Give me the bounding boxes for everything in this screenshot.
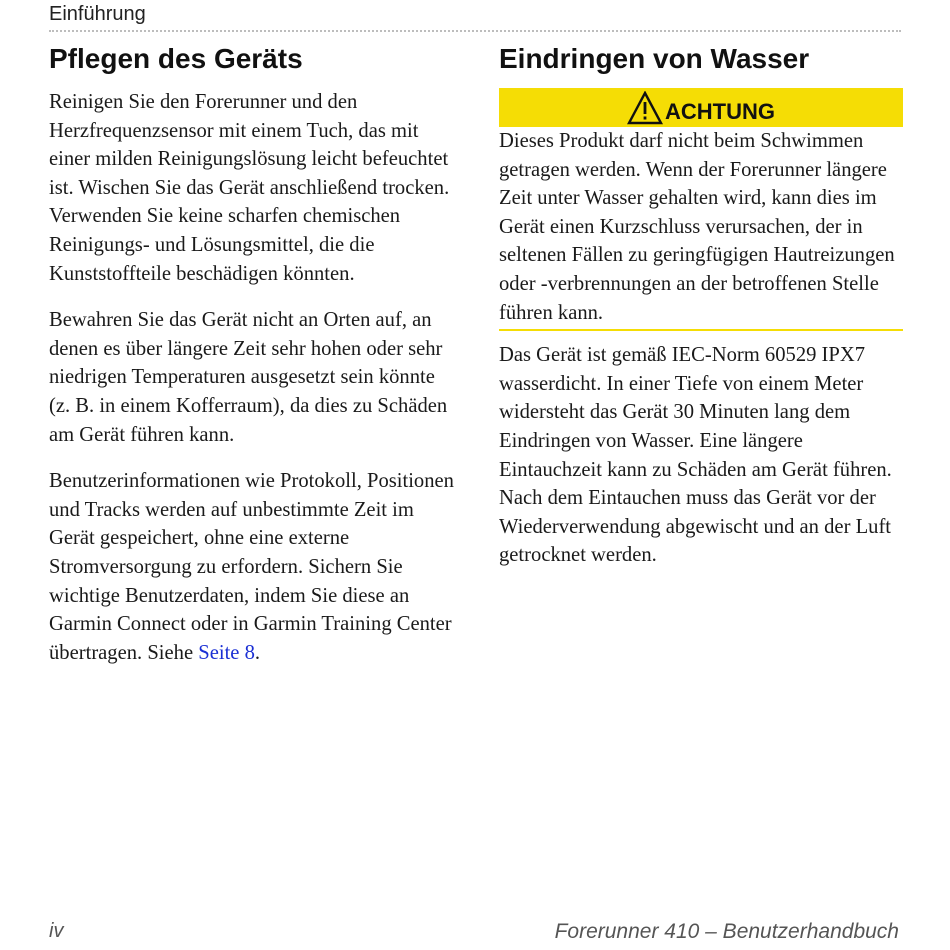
warning-text: Dieses Produkt darf nicht beim Schwimmen getragen werden. Wenn der Forerunner längere Zeit unter Wasser gehalten wird, kann dies im Gerät einen Kurzschluss verursachen, der in seltenen Fällen zu geringfügigen Hautreizungen oder -verbrennungen an der betroffenen Stelle führen kann. — [499, 130, 895, 324]
page-8-link[interactable]: Seite 8 — [198, 641, 255, 664]
warning-label: ACHTUNG — [665, 99, 775, 124]
section-label: Einführung — [49, 3, 146, 25]
water-heading: Eindringen von Wasser — [499, 43, 810, 74]
left-column — [49, 40, 459, 685]
warning-triangle-icon — [627, 91, 663, 125]
page-number: iv — [49, 920, 64, 942]
data-paragraph-text: Benutzerinformationen wie Protokoll, Positionen und Tracks werden auf unbestimmte Zeit im Gerät gespeichert, ohne eine externe Stromversorgung zu erfordern. Sichern Sie wichtige Benutzerdaten, indem Sie diese an Garmin Connect oder in Garmin Training Center übertragen. Siehe — [49, 470, 454, 664]
care-heading: Pflegen des Geräts — [49, 43, 303, 74]
care-paragraph-data — [49, 467, 459, 667]
care-paragraph-storage: Bewahren Sie das Gerät nicht an Orten auf, an denen es über längere Zeit sehr hohen oder sehr niedrigen Temperaturen ausgesetzt sein könnte (z. B. in einem Kofferraum), da dies zu Schäden am Gerät führen kann. — [49, 309, 448, 446]
right-column — [499, 40, 903, 588]
water-paragraph: Das Gerät ist gemäß IEC-Norm 60529 IPX7 wasserdicht. In einer Tiefe von einem Meter widersteht das Gerät 30 Minuten lang dem Eindringen von Wasser. Eine längere Eintauchzeit kann zu Schäden am Gerät führen. Nach dem Eintauchen muss das Gerät vor der Wiederverwendung abgewischt und an der Luft getrocknet werden. — [499, 344, 892, 567]
manual-title: Forerunner 410 – Benutzerhandbuch — [554, 920, 899, 943]
care-paragraph-cleaning: Reinigen Sie den Forerunner und den Herzfrequenzsensor mit einem Tuch, das mit einer milden Reinigungslösung leicht befeuchtet ist. Wischen Sie das Gerät anschließend trocken. Verwenden Sie keine scharfen chemischen Reinigungs- und Lösungsmittel, die die Kunststoffteile beschädigen könnten. — [49, 91, 450, 285]
header-divider — [49, 30, 901, 32]
warning-bar — [499, 88, 903, 127]
warning-body — [499, 127, 903, 331]
data-paragraph-end: . — [254, 641, 261, 664]
